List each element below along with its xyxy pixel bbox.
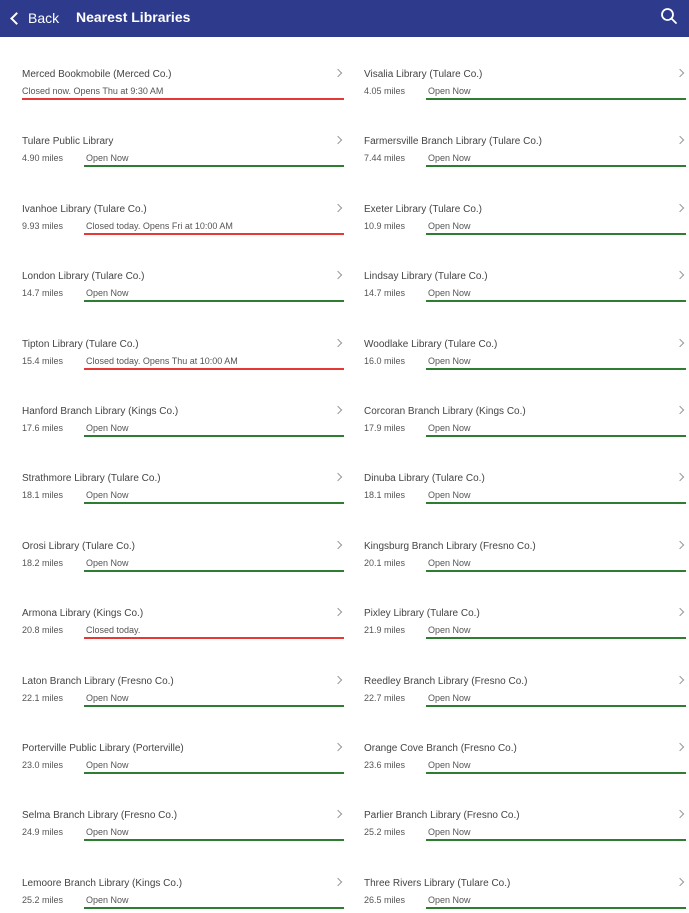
library-status: Open Now <box>426 423 686 437</box>
chevron-right-icon <box>334 338 342 346</box>
list-item[interactable] <box>364 711 686 778</box>
library-name: Tulare Public Library <box>22 136 114 148</box>
library-status: Open Now <box>84 153 344 167</box>
library-name: Hanford Branch Library (Kings Co.) <box>22 406 179 417</box>
library-status: Open Now <box>84 827 344 841</box>
list-item[interactable] <box>364 846 686 913</box>
chevron-right-icon <box>676 810 684 818</box>
library-status: Closed today. <box>84 625 344 639</box>
chevron-right-icon <box>334 136 342 144</box>
library-name: Laton Branch Library (Fresno Co.) <box>22 675 174 687</box>
chevron-right-icon <box>334 608 342 616</box>
library-name: Selma Branch Library (Fresno Co.) <box>22 810 178 822</box>
chevron-right-icon <box>334 271 342 279</box>
library-name: Lindsay Library (Tulare Co.) <box>364 271 488 283</box>
list-item[interactable] <box>22 37 344 104</box>
library-distance: 16.0 miles <box>364 355 406 366</box>
library-name: Kingsburg Branch Library (Fresno Co.) <box>364 540 536 552</box>
chevron-left-icon <box>10 12 23 25</box>
library-status: Open Now <box>84 760 344 774</box>
library-distance: 14.7 miles <box>22 288 64 299</box>
library-status: Closed today. Opens Thu at 10:00 AM <box>84 356 344 370</box>
library-distance: 21.9 miles <box>364 625 406 636</box>
library-distance: 20.1 miles <box>364 557 406 568</box>
search-icon[interactable] <box>660 7 678 25</box>
list-item[interactable] <box>364 441 686 508</box>
library-distance: 22.1 miles <box>22 692 64 703</box>
library-status: Open Now <box>426 490 686 504</box>
library-status: Open Now <box>426 288 686 302</box>
list-item[interactable] <box>22 778 344 845</box>
list-item[interactable] <box>364 509 686 576</box>
library-distance: 4.90 miles <box>22 153 64 164</box>
library-distance: 23.6 miles <box>364 760 406 770</box>
list-item[interactable] <box>22 239 344 306</box>
library-status: Closed now. Opens Thu at 9:30 AM <box>22 86 344 100</box>
library-distance: 14.7 miles <box>364 288 406 299</box>
chevron-right-icon <box>676 136 684 144</box>
library-distance: 26.5 miles <box>364 894 406 905</box>
library-name: Pixley Library (Tulare Co.) <box>364 608 480 620</box>
library-distance: 18.2 miles <box>22 557 64 568</box>
chevron-right-icon <box>676 675 684 683</box>
library-status: Open Now <box>84 490 344 504</box>
library-name: Ivanhoe Library (Tulare Co.) <box>22 203 147 215</box>
list-item[interactable] <box>364 104 686 171</box>
library-status: Open Now <box>426 86 686 100</box>
list-item[interactable] <box>364 239 686 306</box>
library-distance: 17.6 miles <box>22 423 64 433</box>
library-status: Open Now <box>426 693 686 707</box>
chevron-right-icon <box>334 675 342 683</box>
library-name: Tipton Library (Tulare Co.) <box>22 338 139 350</box>
list-item[interactable] <box>22 509 344 576</box>
list-item[interactable] <box>364 172 686 239</box>
list-item[interactable] <box>22 576 344 643</box>
library-distance: 20.8 miles <box>22 625 64 636</box>
library-name: Merced Bookmobile (Merced Co.) <box>22 69 172 80</box>
library-distance: 24.9 miles <box>22 827 64 838</box>
chevron-right-icon <box>334 69 342 77</box>
chevron-right-icon <box>334 743 342 751</box>
chevron-right-icon <box>334 204 342 212</box>
list-item[interactable] <box>22 307 344 374</box>
library-name: Strathmore Library (Tulare Co.) <box>22 473 161 485</box>
list-item[interactable] <box>364 644 686 711</box>
chevron-right-icon <box>334 473 342 481</box>
library-name: Woodlake Library (Tulare Co.) <box>364 338 498 350</box>
library-status: Open Now <box>426 827 686 841</box>
list-item[interactable] <box>22 644 344 711</box>
list-item[interactable] <box>364 307 686 374</box>
library-status: Open Now <box>84 895 344 909</box>
library-name: Corcoran Branch Library (Kings Co.) <box>364 406 526 417</box>
library-distance: 25.2 miles <box>364 827 406 838</box>
library-name: Lemoore Branch Library (Kings Co.) <box>22 877 183 889</box>
library-distance: 18.1 miles <box>22 490 64 501</box>
library-name: Parlier Branch Library (Fresno Co.) <box>364 810 520 822</box>
library-name: Porterville Public Library (Porterville) <box>22 743 184 754</box>
library-distance: 4.05 miles <box>364 86 406 96</box>
library-distance: 7.44 miles <box>364 153 406 164</box>
library-status: Open Now <box>84 423 344 437</box>
library-status: Open Now <box>426 153 686 167</box>
back-label: Back <box>28 10 60 26</box>
library-distance: 23.0 miles <box>22 760 64 770</box>
library-distance: 15.4 miles <box>22 355 64 366</box>
chevron-right-icon <box>334 541 342 549</box>
list-item[interactable] <box>364 37 686 104</box>
library-name: Dinuba Library (Tulare Co.) <box>364 473 485 485</box>
chevron-right-icon <box>676 204 684 212</box>
chevron-right-icon <box>676 271 684 279</box>
list-item[interactable] <box>22 441 344 508</box>
list-item[interactable] <box>22 172 344 239</box>
chevron-right-icon <box>676 743 684 751</box>
library-name: Three Rivers Library (Tulare Co.) <box>364 877 511 889</box>
library-name: Orosi Library (Tulare Co.) <box>22 540 135 552</box>
page-title: Nearest Libraries <box>76 9 191 25</box>
list-item[interactable] <box>22 846 344 913</box>
library-status: Open Now <box>426 558 686 572</box>
chevron-right-icon <box>676 338 684 346</box>
list-item[interactable] <box>364 778 686 845</box>
library-distance: 9.93 miles <box>22 220 64 231</box>
library-distance: 22.7 miles <box>364 692 406 703</box>
chevron-right-icon <box>334 878 342 886</box>
library-status: Open Now <box>84 693 344 707</box>
library-status: Open Now <box>426 760 686 774</box>
library-distance: 10.9 miles <box>364 220 406 231</box>
library-name: Armona Library (Kings Co.) <box>22 608 144 620</box>
library-status: Open Now <box>426 625 686 639</box>
library-name: Visalia Library (Tulare Co.) <box>364 69 483 80</box>
library-name: Reedley Branch Library (Fresno Co.) <box>364 675 528 687</box>
nav-bar <box>0 0 689 37</box>
chevron-right-icon <box>676 473 684 481</box>
chevron-right-icon <box>334 406 342 414</box>
library-name: Farmersville Branch Library (Tulare Co.) <box>364 136 543 148</box>
chevron-right-icon <box>676 69 684 77</box>
back-button[interactable] <box>9 8 59 28</box>
list-item[interactable] <box>22 711 344 778</box>
chevron-right-icon <box>676 608 684 616</box>
library-status: Open Now <box>426 221 686 235</box>
list-item[interactable] <box>22 104 344 171</box>
list-item[interactable] <box>22 374 344 441</box>
library-status: Closed today. Opens Fri at 10:00 AM <box>84 221 344 235</box>
library-distance: 17.9 miles <box>364 423 406 433</box>
list-item[interactable] <box>364 576 686 643</box>
chevron-right-icon <box>334 810 342 818</box>
chevron-right-icon <box>676 541 684 549</box>
library-status: Open Now <box>426 356 686 370</box>
library-status: Open Now <box>84 558 344 572</box>
chevron-right-icon <box>676 406 684 414</box>
chevron-right-icon <box>676 878 684 886</box>
library-name: London Library (Tulare Co.) <box>22 271 145 283</box>
library-distance: 25.2 miles <box>22 894 64 905</box>
list-item[interactable] <box>364 374 686 441</box>
library-status: Open Now <box>84 288 344 302</box>
library-status: Open Now <box>426 895 686 909</box>
library-name: Orange Cove Branch (Fresno Co.) <box>364 743 517 754</box>
library-distance: 18.1 miles <box>364 490 406 501</box>
library-name: Exeter Library (Tulare Co.) <box>364 203 482 215</box>
